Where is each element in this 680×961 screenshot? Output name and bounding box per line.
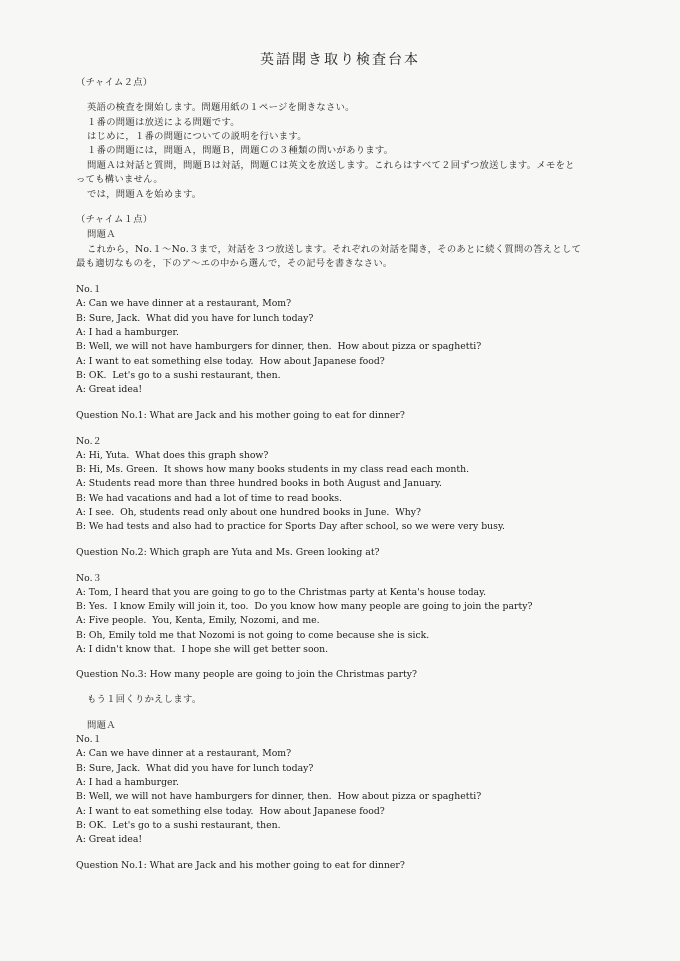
script-line: Question No.1: What are Jack and his mother going to eat for dinner?	[76, 860, 405, 871]
script-line: １番の問題には，問題Ａ，問題Ｂ，問題Ｃの３種類の問いがあります。	[87, 145, 394, 156]
script-line: B: We had tests and also had to practice for Sports Day after school, so we were very busy.	[76, 521, 505, 532]
page-title: 英語聞き取り検査台本	[260, 52, 420, 68]
script-line: （チャイム２点）	[76, 77, 153, 88]
script-line: B: OK. Let's go to a sushi restaurant, then.	[76, 370, 281, 381]
script-line: B: Oh, Emily told me that Nozomi is not going to come because she is sick.	[76, 630, 430, 641]
script-line: はじめに，１番の問題についての説明を行います。	[87, 131, 307, 142]
script-line: A: Tom, I heard that you are going to go to the Christmas party at Kenta's house today.	[76, 587, 487, 598]
script-line: っても構いません。	[76, 174, 163, 185]
script-line: B: Hi, Ms. Green. It shows how many books students in my class read each month.	[76, 464, 470, 475]
script-line: B: Sure, Jack. What did you have for lunch today?	[76, 763, 314, 774]
script-line: A: I had a hamburger.	[76, 777, 179, 788]
script-line: A: Five people. You, Kenta, Emily, Nozomi, and me.	[76, 615, 320, 626]
script-line: No.２	[76, 436, 102, 447]
script-line: A: Can we have dinner at a restaurant, Mom?	[76, 748, 292, 759]
script-line: A: I see. Oh, students read only about one hundred books in June. Why?	[76, 507, 421, 518]
script-line: A: I had a hamburger.	[76, 327, 179, 338]
script-line: もう１回くりかえします。	[87, 694, 202, 705]
script-line: B: We had vacations and had a lot of time to read books.	[76, 493, 342, 504]
script-line: A: I didn't know that. I hope she will get better soon.	[76, 644, 329, 655]
script-line: A: Great idea!	[76, 384, 143, 395]
script-line: A: I want to eat something else today. How about Japanese food?	[76, 356, 385, 367]
script-line: では，問題Ａを始めます。	[87, 189, 202, 200]
script-line: B: Sure, Jack. What did you have for lunch today?	[76, 313, 314, 324]
script-line: A: I want to eat something else today. How about Japanese food?	[76, 806, 385, 817]
script-line: Question No.2: Which graph are Yuta and Ms. Green looking at?	[76, 547, 380, 558]
script-line: A: Can we have dinner at a restaurant, Mom?	[76, 298, 292, 309]
script-line: B: Yes. I know Emily will join it, too. Do you know how many people are going to join the party?	[76, 601, 533, 612]
script-line: No.１	[76, 734, 102, 745]
script-line: B: Well, we will not have hamburgers for dinner, then. How about pizza or spaghetti?	[76, 791, 482, 802]
script-line: Question No.1: What are Jack and his mother going to eat for dinner?	[76, 410, 405, 421]
script-line: A: Students read more than three hundred books in both August and January.	[76, 478, 443, 489]
script-line: １番の問題は放送による問題です。	[87, 117, 240, 128]
script-line: 問題Ａ	[87, 720, 116, 731]
script-line: 英語の検査を開始します。問題用紙の１ページを開きなさい。	[87, 102, 355, 113]
script-line: これから，No.１～No.３まで，対話を３つ放送します。それぞれの対話を聞き，そのあとに続く質問の答えとして	[87, 244, 582, 255]
script-line: 問題Ａは対話と質問，問題Ｂは対話，問題Ｃは英文を放送します。これらはすべて２回ずつ放送します。メモをと	[87, 160, 575, 171]
script-line: A: Great idea!	[76, 834, 143, 845]
script-line: 最も適切なものを，下のア～エの中から選んで，その記号を書きなさい。	[76, 258, 393, 269]
script-line: No.３	[76, 573, 102, 584]
script-line: A: Hi, Yuta. What does this graph show?	[76, 450, 269, 461]
script-line: Question No.3: How many people are going to join the Christmas party?	[76, 669, 418, 680]
script-line: （チャイム１点）	[76, 214, 153, 225]
script-line: 問題Ａ	[87, 229, 116, 240]
script-line: B: OK. Let's go to a sushi restaurant, then.	[76, 820, 281, 831]
script-line: B: Well, we will not have hamburgers for dinner, then. How about pizza or spaghetti?	[76, 341, 482, 352]
script-line: No.１	[76, 284, 102, 295]
